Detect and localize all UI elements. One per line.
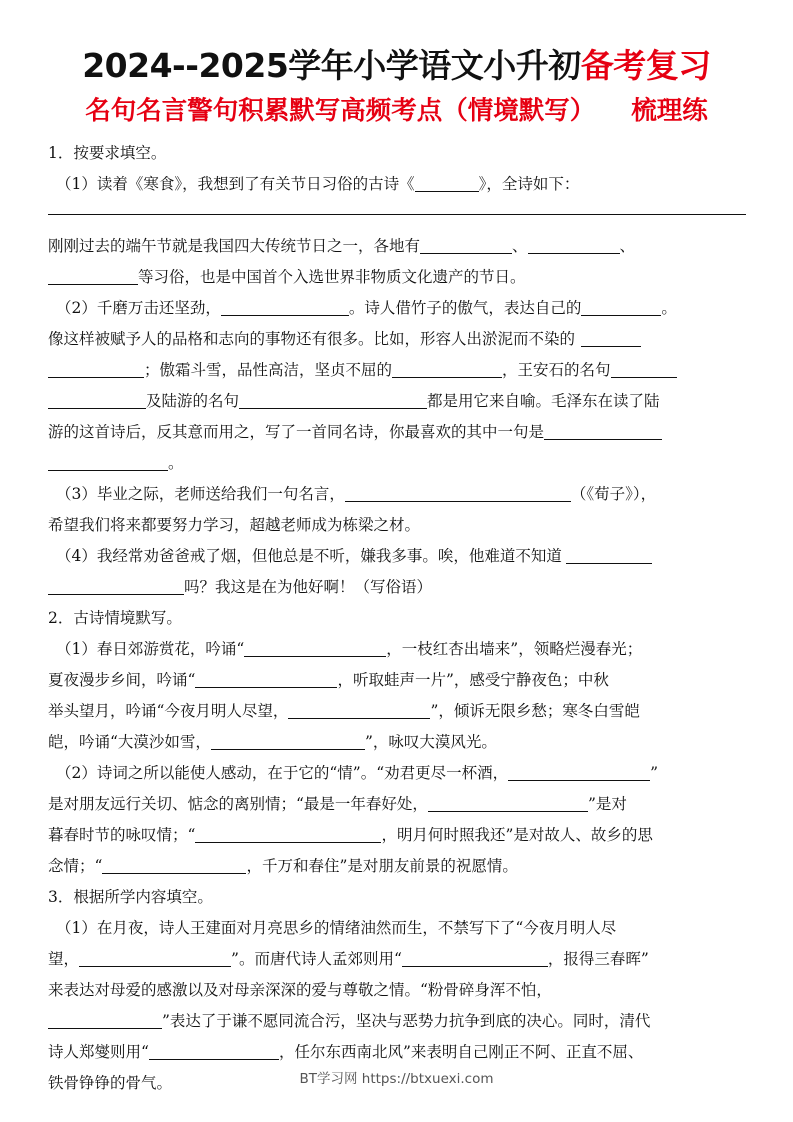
section-heading: 2．古诗情境默写。	[48, 609, 182, 627]
question-line	[48, 572, 774, 603]
answer-blank[interactable]	[79, 948, 231, 967]
answer-blank[interactable]	[581, 328, 641, 347]
question-line	[48, 634, 774, 665]
answer-blank[interactable]	[544, 421, 662, 440]
page-subtitle	[0, 90, 793, 132]
question-text: （1）在月夜，诗人王建面对月亮思乡的情绪油然而生，不禁写下了“今夜月明人尽	[56, 919, 617, 937]
question-line	[48, 696, 774, 727]
answer-blank[interactable]	[102, 855, 246, 874]
question-text: ，任尔东西南北风”来表明自己刚正不阿、正直不屈、	[278, 1043, 644, 1061]
question-line	[48, 820, 774, 851]
section-heading: 3．根据所学内容填空。	[48, 888, 213, 906]
question-text: 望，	[48, 950, 80, 968]
question-line	[48, 913, 774, 944]
question-line	[48, 231, 774, 262]
question-text: 像这样被赋予人的品格和志向的事物还有很多。比如，形容人出淤泥而不染的	[48, 330, 576, 348]
question-text: 、	[619, 237, 636, 255]
question-text: 刚刚过去的端午节就是我国四大传统节日之一，各地有	[48, 237, 421, 255]
answer-blank[interactable]	[149, 1041, 279, 1060]
question-line	[48, 665, 774, 696]
answer-blank[interactable]	[345, 483, 571, 502]
question-line	[48, 758, 774, 789]
question-text: （2）诗词之所以能使人感动，在于它的“情”。“劝君更尽一杯酒，	[56, 764, 509, 782]
answer-blank[interactable]	[195, 824, 381, 843]
question-text: ”是对	[587, 795, 627, 813]
answer-blank[interactable]	[48, 1010, 162, 1029]
section1-heading	[48, 138, 774, 169]
question-text: ”，倾诉无限乡愁；寒冬白雪皑	[430, 702, 640, 720]
answer-blank[interactable]	[528, 235, 620, 254]
question-text: ，王安石的名句	[502, 361, 611, 379]
question-text: ，一枝红杏出墙来”，领略烂漫春光；	[386, 640, 643, 658]
answer-blank[interactable]	[415, 173, 479, 192]
question-line	[48, 169, 774, 200]
question-text: 。	[661, 299, 677, 317]
question-line	[48, 541, 774, 572]
answer-blank[interactable]	[48, 390, 146, 409]
answer-blank[interactable]	[195, 669, 337, 688]
answer-blank[interactable]	[48, 576, 184, 595]
question-text: 及陆游的名句	[146, 392, 240, 410]
question-text: 游的这首诗后，反其意而用之，写了一首同名诗，你最喜欢的其中一句是	[48, 423, 545, 441]
question-text: ，千万和春住”是对朋友前景的祝愿情。	[246, 857, 518, 875]
subtitle-tag: 梳理练	[631, 96, 708, 126]
answer-blank[interactable]	[508, 762, 650, 781]
question-text: 。	[168, 454, 184, 472]
question-text: 等习俗，也是中国首个入选世界非物质文化遗产的节日。	[138, 268, 526, 286]
question-line	[48, 479, 774, 510]
question-text: ”	[650, 764, 659, 782]
question-line	[48, 975, 774, 1006]
question-text: 都是用它来自喻。毛泽东在读了陆	[427, 392, 660, 410]
answer-blank[interactable]	[48, 266, 138, 285]
answer-blank[interactable]	[48, 452, 168, 471]
section-heading: 1．按要求填空。	[48, 144, 167, 162]
question-text: 暮春时节的咏叹情；“	[48, 826, 196, 844]
page-title	[0, 44, 793, 88]
question-line	[48, 851, 774, 882]
section2-heading	[48, 603, 774, 634]
answer-blank[interactable]	[48, 359, 144, 378]
answer-blank[interactable]	[581, 297, 661, 316]
question-line	[48, 1037, 774, 1068]
question-text: 来表达对母爱的感激以及对母亲深深的爱与尊敬之情。“粉骨碎身浑不怕，	[48, 981, 552, 999]
question-line	[48, 386, 774, 417]
question-line	[48, 417, 774, 448]
question-text: （3）毕业之际，老师送给我们一句名言，	[56, 485, 345, 503]
question-line	[48, 324, 774, 355]
question-text: ，明月何时照我还”是对故人、故乡的思	[381, 826, 653, 844]
question-line	[48, 262, 774, 293]
question-text: 吗？我这是在为他好啊！（写俗语）	[184, 578, 433, 596]
question-text: （4）我经常劝爸爸戒了烟，但他总是不听，嫌我多事。唉，他难道不知道	[56, 547, 562, 565]
question-text: 是对朋友远行关切、惦念的离别情；“最是一年春好处，	[48, 795, 428, 813]
question-text: 皑，吟诵“大漠沙如雪，	[48, 733, 211, 751]
answer-blank[interactable]	[239, 390, 427, 409]
question-line	[48, 510, 774, 541]
question-text: 诗人郑燮则用“	[48, 1043, 149, 1061]
question-text: 铁骨铮铮的骨气。	[48, 1074, 173, 1092]
question-text: ”。而唐代诗人孟郊则用“	[231, 950, 402, 968]
question-text: ；傲霜斗雪，品性高洁，坚贞不屈的	[144, 361, 393, 379]
question-text: （1）读着《寒食》，我想到了有关节日习俗的古诗《	[56, 175, 415, 193]
question-line	[48, 789, 774, 820]
question-line	[48, 293, 774, 324]
question-text: 。诗人借竹子的傲气，表达自己的	[348, 299, 582, 317]
question-line	[48, 355, 774, 386]
subtitle-main: 名句名言警句积累默写高频考点（情境默写）	[85, 96, 596, 126]
section3-heading	[48, 882, 774, 913]
question-line	[48, 944, 774, 975]
question-text: 夏夜漫步乡间，吟诵“	[48, 671, 196, 689]
title-red-part: 备考复习	[580, 46, 711, 85]
title-black-part: 2024--2025学年小学语文小升初	[82, 46, 581, 85]
answer-blank[interactable]	[428, 793, 588, 812]
worksheet-body	[48, 138, 774, 1099]
footer-watermark: BT学习网 https://btxuexi.com	[299, 1071, 494, 1087]
answer-blank[interactable]	[221, 297, 349, 316]
question-text: ”，咏叹大漠风光。	[364, 733, 497, 751]
question-text: 念情；“	[48, 857, 103, 875]
answer-blank[interactable]	[392, 359, 502, 378]
question-line	[48, 1006, 774, 1037]
question-text: 希望我们将来都要努力学习，超越老师成为栋梁之材。	[48, 516, 421, 534]
answer-blank[interactable]	[288, 700, 430, 719]
answer-blank[interactable]	[566, 545, 652, 564]
question-line	[48, 727, 774, 758]
answer-blank[interactable]	[211, 731, 365, 750]
question-text: 》，全诗如下：	[478, 175, 580, 193]
question-text: 举头望月，吟诵“今夜月明人尽望，	[48, 702, 289, 720]
question-text: ，报得三春晖”	[547, 950, 649, 968]
question-text: ”表达了于谦不愿同流合污，坚决与恶势力抗争到底的决心。同时，清代	[162, 1012, 651, 1030]
question-text: （《荀子》），	[570, 485, 657, 503]
answer-blank[interactable]	[420, 235, 512, 254]
question-text: （2）千磨万击还坚劲，	[56, 299, 221, 317]
answer-blank[interactable]	[244, 638, 386, 657]
answer-blank[interactable]	[611, 359, 677, 378]
question-text: 、	[512, 237, 528, 255]
answer-full-line[interactable]	[48, 200, 774, 231]
question-text: ，听取蛙声一片”，感受宁静夜色；中秋	[337, 671, 609, 689]
question-text: （1）春日郊游赏花，吟诵“	[56, 640, 245, 658]
question-line	[48, 448, 774, 479]
answer-blank[interactable]	[402, 948, 548, 967]
